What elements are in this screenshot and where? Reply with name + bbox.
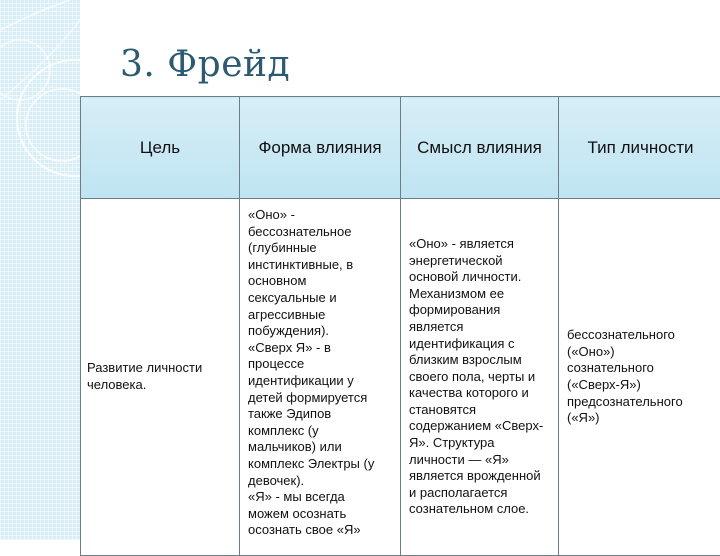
freud-table (80, 96, 720, 556)
header-goal: Цель (81, 97, 240, 199)
header-type: Тип личности (559, 97, 720, 199)
cell-goal (81, 199, 240, 556)
cell-type (559, 199, 720, 556)
cell-form-text: «Оно» - бессознательное (глубинные инстинктивные, в основном сексуальные и агрессивные побуждения). «Сверх Я» - в процессе идентификации у детей формируется также Эдипов комплекс (у мальчиков) или комплекс Электры (у девочек). «Я» - мы всегда можем осознать осознать свое «Я» (248, 207, 394, 539)
table-header-row (81, 97, 720, 199)
cell-meaning-text: «Оно» - является энергетической основой личности. Механизмом ее формирования является идентификация с близким взрослым своего пола, черты и качества которого и становятся содержанием «Сверх- Я». Структура личности — «Я» является врожденной и располагается сознательном слое. (409, 236, 552, 518)
header-form: Форма влияния (240, 97, 401, 199)
cell-meaning (401, 199, 559, 556)
table-row (81, 199, 720, 556)
header-meaning: Смысл влияния (401, 97, 559, 199)
cell-form (240, 199, 401, 556)
slide-title: 3. Фрейд (120, 44, 290, 85)
cell-type-text: бессознательного («Оно») сознательного («Сверх-Я») предсознательного («Я») (567, 327, 716, 427)
cell-goal-text: Развитие личности человека. (87, 360, 233, 393)
